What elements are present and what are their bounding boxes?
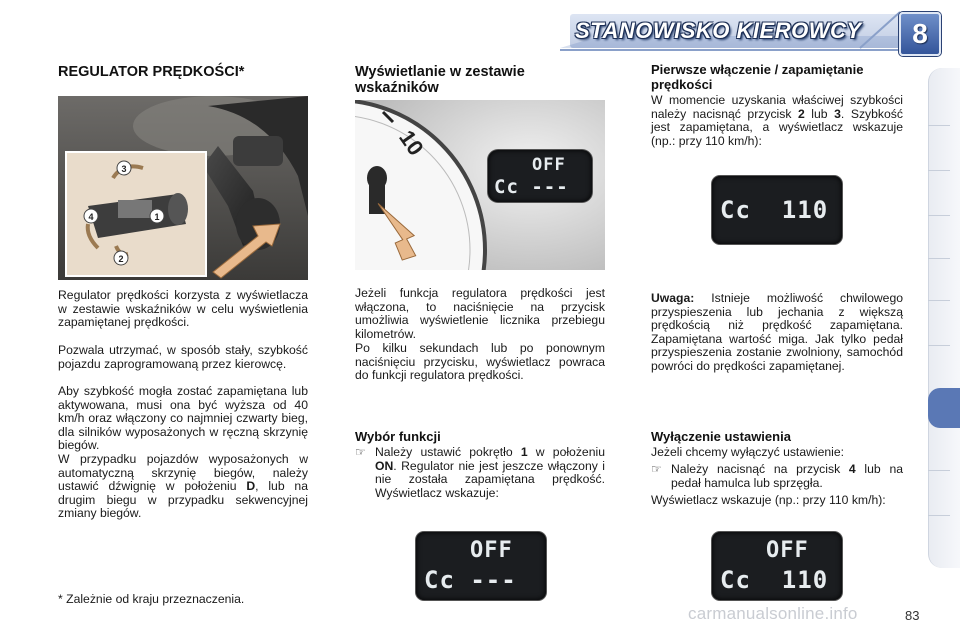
text-run-bold: 3	[834, 106, 841, 121]
chapter-tab-active	[928, 388, 960, 428]
lcd-top-text: OFF	[532, 155, 566, 175]
paragraph	[58, 453, 308, 521]
page-number: 83	[905, 608, 920, 623]
text-run-bold: 1	[520, 445, 528, 459]
lcd-bottom-text: Cc 110	[720, 196, 829, 224]
text-run: W momencie uzyskania właściwej szybkości należy nacisnąć przycisk	[651, 93, 903, 121]
dial-number: 10	[394, 125, 429, 160]
section-title-cruise-control: REGULATOR PRĘDKOŚCI*	[58, 64, 245, 80]
text-run-bold: ON	[375, 458, 394, 473]
text-run: Należy nacisnąć na przycisk	[671, 462, 849, 476]
bullet-text	[375, 446, 605, 500]
bullet-item	[355, 446, 605, 506]
lcd-top-text: OFF	[470, 538, 513, 563]
bullet-item	[651, 463, 903, 493]
subtitle-first-activation: Pierwsze włączenie / zapamiętanie prędkości	[651, 62, 864, 92]
stalk-label-4: 4	[88, 212, 94, 222]
paragraph: Aby szybkość mogła zostać zapamiętana lub aktywowana, musi ona być wyższa od 40 km/h oraz włączony co najmniej czwarty bieg, dla silników wyposażonych w ręczną skrzynię biegów.	[58, 384, 308, 453]
paragraph: Regulator prędkości korzysta z wyświetlacza w zestawie wskaźników w celu wyświetlenia zapamiętanej prędkości.	[58, 288, 308, 330]
paragraph: Jeżeli chcemy wyłączyć ustawienie:	[651, 445, 845, 459]
section-title-display: Wyświetlanie w zestawie wskaźników	[355, 64, 525, 96]
text-run-bold: 4	[848, 462, 856, 476]
tab-divider	[928, 470, 950, 471]
note-paragraph	[651, 292, 903, 374]
chapter-tab-strip	[928, 68, 960, 568]
subtitle-function-select: Wybór funkcji	[355, 429, 441, 444]
subtitle-deactivation: Wyłączenie ustawienia	[651, 429, 791, 444]
pointing-hand-icon: ☞	[651, 462, 662, 476]
paragraph: Pozwala utrzymać, w sposób stały, szybkość pojazdu zaprogramowaną przez kierowcę.	[58, 343, 308, 371]
text-run: w położeniu	[527, 445, 605, 459]
text-run: Należy ustawić pokrętło	[375, 445, 521, 459]
lcd-display-off-none	[416, 532, 546, 600]
text-run: W przypadku pojazdów wyposażonych w automatyczną skrzynię biegów, należy ustawić dźwignię w położeniu	[58, 452, 308, 494]
lcd-display-off-110	[712, 532, 842, 600]
text-run: , lub na drugim biegu w przypadku sekwencyjnej zmiany biegów.	[58, 479, 308, 521]
lcd-bottom-text: Cc 110	[720, 566, 829, 594]
tab-divider	[928, 125, 950, 126]
text-run: lub na pedał hamulca lub sprzęgła.	[671, 462, 903, 490]
lcd-display-photo	[488, 150, 592, 202]
chapter-badge: 8	[899, 12, 941, 56]
text-run-bold: D	[246, 479, 256, 494]
tab-divider	[928, 258, 950, 259]
stalk-label-1: 1	[154, 212, 160, 222]
tab-divider	[928, 345, 950, 346]
tab-divider	[928, 300, 950, 301]
paragraph: Po kilku sekundach lub po ponownym naciśnięciu przycisku, wyświetlacz powraca do funkcji regulatora prędkości.	[355, 341, 605, 383]
tab-divider	[928, 215, 950, 216]
pointing-hand-icon: ☞	[355, 445, 366, 459]
text-run: . Szybkość jest zapamiętana, a wyświetlacz wskazuje (np.: przy 110 km/h):	[651, 106, 903, 148]
tab-divider	[928, 170, 950, 171]
paragraph	[651, 94, 903, 148]
lcd-bottom-text: Cc ---	[494, 176, 569, 198]
stalk-label-3: 3	[121, 164, 127, 174]
page-title: STANOWISKO KIEROWCY	[575, 18, 862, 43]
lcd-top-text: OFF	[766, 538, 809, 563]
text-run: lub	[804, 106, 835, 121]
paragraph: Wyświetlacz wskazuje (np.: przy 110 km/h):	[651, 493, 886, 507]
note-label: Uwaga:	[651, 291, 695, 305]
text-run: . Regulator nie jest jeszcze włączony i nie została zapamiętana prędkość. Wyświetlacz wskazuje:	[375, 458, 605, 500]
paragraph: Jeżeli funkcja regulatora prędkości jest włączona, to naciśnięcie na przycisk umożliwia wyświetlenie licznika przebiegu kilometrów.	[355, 286, 605, 341]
text-run: Istnieje możliwość chwilowego przyspieszenia lub jechania z większą prędkością niż prędkość zapamiętana. Zapamiętana wartość miga. Jak tylko pedał przyspieszenia zostanie zwolniony, samochód powróci do prędkości zapamiętanej.	[651, 291, 903, 373]
lcd-bottom-text: Cc ---	[424, 566, 517, 594]
lcd-display-stored-speed	[712, 176, 842, 244]
footnote: * Zależnie od kraju przeznaczenia.	[58, 592, 245, 606]
text-run-bold: 2	[797, 106, 805, 121]
cruise-control-stalk-photo	[58, 96, 308, 280]
stalk-label-2: 2	[118, 254, 124, 264]
bullet-text	[671, 463, 903, 490]
tab-divider	[928, 515, 950, 516]
watermark: carmanualsonline.info	[688, 604, 858, 623]
